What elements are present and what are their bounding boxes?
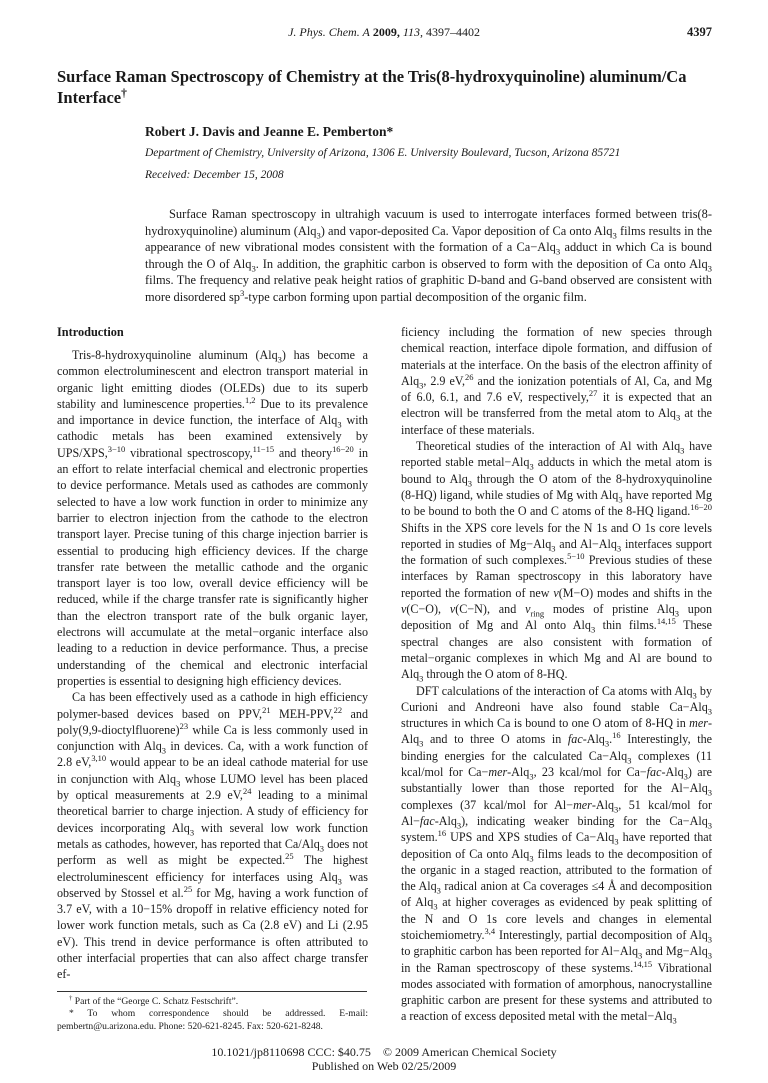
subscript: 3 — [529, 771, 534, 782]
text-run: structures in which Ca is bound to one O atom of 8-HQ in — [401, 716, 690, 731]
subscript: 3 — [618, 494, 623, 505]
superscript: 3 — [239, 287, 245, 298]
text-run: -Alq — [661, 765, 684, 780]
superscript: 26 — [465, 371, 474, 382]
subscript: 3 — [707, 787, 712, 798]
superscript: 16−20 — [332, 443, 354, 454]
subscript: 3 — [683, 771, 688, 782]
text-run: through the O atom of 8-HQ. — [423, 667, 568, 682]
superscript: 25 — [183, 883, 193, 894]
subscript: 3 — [433, 901, 438, 912]
italic-text: ν — [525, 602, 531, 617]
superscript: 27 — [588, 388, 598, 399]
subscript: 3 — [614, 804, 619, 815]
text-run: in devices. Ca, with a work function of 2.8 eV, — [57, 739, 368, 770]
superscript: 16−20 — [690, 502, 712, 513]
subscript: 3 — [316, 229, 321, 240]
title-text: Surface Raman Spectroscopy of Chemistry at the Tris(8-hydroxyquinoline) aluminum/Ca Interface — [57, 67, 687, 107]
subscript: 3 — [551, 543, 556, 554]
subscript: 3 — [707, 262, 712, 273]
text-run: , 51 kcal/mol for Al− — [401, 797, 712, 828]
italic-text: fac — [567, 732, 583, 747]
footnotes — [57, 996, 368, 1034]
subscript: 3 — [319, 843, 325, 854]
text-run: ) are substantially lower than those reported for the Al−Alq — [401, 765, 712, 796]
subscript: 3 — [176, 778, 181, 789]
text-run: ), indicating weaker binding for the Ca−Alq — [461, 813, 708, 828]
text-run: -Alq — [591, 797, 615, 812]
text-run: by Curioni and Andreoni have also found stable Ca−Alq — [401, 683, 712, 714]
received-date: Received: December 15, 2008 — [145, 169, 284, 181]
text-run: and theory — [274, 445, 333, 460]
subscript: 3 — [674, 608, 679, 619]
italic-text: fac — [646, 765, 662, 780]
text-run: Surface Raman spectroscopy in ultrahigh vacuum is used to interrogate interfaces formed between tris(8-hydroxyquinoline) aluminum (Alq — [145, 207, 712, 238]
text-run: . In addition, the graphitic carbon is observed to form with the deposition of Ca onto Alq — [255, 256, 708, 271]
italic-text: mer — [689, 716, 708, 731]
subscript: 3 — [707, 706, 712, 717]
text-run: with cathodic metals has been examined extensively by UPS/XPS, — [57, 413, 369, 460]
text-run: with several low work function metals as cathodes, however, has reported that Ca/Alq — [57, 820, 368, 851]
superscript: 16 — [612, 730, 621, 741]
journal-pages: 4397–4402 — [425, 25, 480, 39]
italic-text: mer — [488, 765, 508, 780]
paper-title — [57, 66, 717, 108]
superscript: 16 — [437, 828, 447, 839]
superscript: 14,15 — [656, 616, 676, 627]
text-run: Part of the “George C. Schatz Festschrift”. — [72, 995, 239, 1007]
subscript: 3 — [680, 445, 685, 456]
text-run: MEH-PPV, — [270, 706, 334, 721]
text-run: adducts in which the metal atom is bound to Alq — [401, 455, 712, 486]
subscript: 3 — [277, 354, 282, 365]
superscript: 23 — [179, 720, 189, 731]
subscript: 3 — [614, 836, 619, 847]
text-run: and Mg−Alq — [642, 944, 708, 959]
copyright: © 2009 American Chemical Society — [382, 1045, 557, 1060]
left-column — [57, 324, 368, 1033]
subscript: 3 — [419, 738, 424, 749]
text-run: in an effort to relate interfacial chemical and electronic properties to device performance. Metals used as cathodes are commonly selected to have a low work function in order to minimize any barrier to electron injection from the cathode to the electron transport layer. Precise tuning of this charge injection barrier is essential to producing high efficiency devices. If the charge transfer rate between the metallic cathode and the organic transport layer is too low, overall device efficiency will be reduced, while if the charge transfer rate is significantly higher than the electron transport rate of the bulk organic layer, electrons will accumulate at the metal−organic interface also leading to a reduction in device performance. Thus, a precise understanding of the chemical and electronic interfacial properties is essential to designing high efficiency devices. — [57, 445, 369, 688]
subscript: 3 — [638, 950, 643, 961]
page-footer — [0, 1045, 768, 1083]
paragraph — [57, 347, 368, 689]
subscript: 3 — [672, 1015, 677, 1026]
section-heading-introduction: Introduction — [57, 325, 124, 339]
page-number: 4397 — [687, 25, 712, 39]
text-run: ) and vapor-deposited Ca. Vapor deposition of Ca onto Alq — [320, 223, 613, 238]
text-run: , 23 kcal/mol for Ca− — [533, 765, 647, 780]
text-run: Shifts in the XPS core levels for the N 1s and O 1s core levels reported in studies of Mg−Alq — [401, 520, 712, 551]
text-run: (C−N), and — [455, 602, 526, 617]
text-run: UPS and XPS studies of Ca−Alq — [446, 830, 615, 845]
italic-text: mer — [573, 797, 592, 812]
text-run: and Al−Alq — [555, 536, 617, 551]
subscript: 3 — [529, 461, 534, 472]
subscript: 3 — [436, 885, 441, 896]
text-run: -type carbon forming upon partial decomposition of the organic film. — [244, 289, 587, 304]
text-run: complexes (37 kcal/mol for Al− — [401, 797, 574, 812]
footnote-block — [57, 983, 368, 1034]
text-run: have reported Mg to be bound to both the O and C atoms of the 8-HQ ligand. — [401, 487, 713, 519]
text-run: Ca has been effectively used as a cathode in high efficiency polymer-based devices based on PPV, — [57, 690, 368, 721]
text-run: -Alq — [434, 813, 457, 828]
text-run: , 2.9 eV, — [423, 373, 466, 388]
text-run: thin films. — [595, 618, 657, 633]
text-run: Interestingly, the binding energies for the calculated Ca−Alq — [401, 732, 713, 763]
text-run: Due to its prevalence and importance in device function, the interface of Alq — [57, 396, 368, 428]
text-run: have reported stable metal−Alq — [401, 439, 712, 470]
text-run: to graphitic carbon has been reported for Al−Alq — [401, 944, 639, 959]
text-run: The highest electroluminescent efficiency for interfaces using Alq — [57, 853, 368, 884]
subscript: 3 — [675, 412, 681, 423]
right-column — [401, 324, 712, 1033]
text-run: Theoretical studies of the interaction of Al with Alq — [416, 439, 681, 454]
italic-text: ν — [553, 585, 559, 600]
text-run: and poly(9,9-dioctylfluorene) — [57, 706, 368, 737]
text-run: films. The frequency and relative peak height ratios of graphitic D-band and G-band observed are consistent with more disordered sp — [145, 273, 712, 304]
text-run: have reported that deposition of Ca onto Alq — [401, 830, 713, 861]
superscript: 25 — [285, 851, 294, 862]
subscript: 3 — [627, 755, 632, 766]
text-run: and to three O atoms in — [423, 732, 568, 747]
text-run: These spectral changes are also consistent with formation of metal−organic complexes in which Mg and Al are bound to Alq — [401, 618, 713, 682]
text-run: leading to a minimal theoretical barrier to charge injection. A study of efficiency for devices incorporating Alq — [57, 788, 368, 835]
text-run: vibrational spectroscopy, — [125, 445, 253, 460]
text-run: -Alq — [401, 716, 712, 747]
paragraph — [57, 689, 368, 982]
subscript: 3 — [337, 875, 342, 886]
subscript: ring — [530, 608, 545, 619]
authors: Robert J. Davis and Jeanne E. Pemberton* — [145, 124, 394, 139]
italic-text: ν — [401, 602, 407, 617]
subscript: 3 — [590, 624, 596, 635]
paragraph — [401, 683, 712, 1025]
two-column-body — [57, 324, 712, 1033]
journal-year: 2009, — [372, 25, 400, 39]
italic-text: ν — [449, 602, 456, 617]
superscript: 3,10 — [91, 753, 107, 764]
text-run: Vibrational modes associated with formation of amorphous, nanocrystalline graphitic carbon are present for these systems and attributed to a reaction of excess deposited metal with the metal−Alq — [401, 960, 712, 1024]
superscript: 3−10 — [107, 443, 126, 454]
text-run: through the O atom of the 8-hydroxyquinoline (8-HQ) ligand, while studies of Mg with Alq — [401, 471, 712, 502]
subscript: 3 — [555, 246, 561, 257]
paragraph — [401, 324, 712, 438]
text-run: . — [609, 732, 613, 747]
text-run: whose LUMO level has been placed by optical measurements at 2.9 eV, — [57, 771, 368, 803]
text-run: at the interface of these materials. — [401, 406, 712, 437]
subscript: 3 — [161, 745, 166, 756]
text-run: modes of pristine Alq — [544, 602, 675, 617]
superscript: 22 — [333, 704, 343, 715]
text-run: DFT calculations of the interaction of Ca atoms with Alq — [416, 683, 693, 698]
subscript: 3 — [419, 380, 424, 391]
text-run: ficiency including the formation of new species through chemical reaction, interface dipole formation, and diffusion of materials at the interface. On the basis of the electron affinity of Alq — [401, 325, 712, 388]
published-date: Published on Web 02/25/2009 — [311, 1059, 457, 1074]
running-header — [0, 25, 768, 40]
text-run: radical anion at Ca coverages ≤4 Å and decomposition of Alq — [401, 879, 712, 910]
footnote — [57, 996, 368, 1009]
journal-volume: 113, — [402, 25, 423, 39]
affiliation: Department of Chemistry, University of Arizona, 1306 E. University Boulevard, Tucson, Arizona 85721 — [145, 147, 621, 159]
superscript: 24 — [242, 785, 252, 796]
subscript: 3 — [456, 820, 462, 831]
text-run: while Ca is less commonly used in conjunction with Alq — [57, 722, 368, 754]
text-run: -Alq — [507, 765, 530, 780]
superscript: 14,15 — [633, 958, 653, 969]
subscript: 3 — [616, 543, 622, 554]
text-run: at higher coverages as evidenced by peak splitting of the N and O 1s core levels and changes in elemental stoichemiometry. — [401, 895, 713, 942]
subscript: 3 — [419, 673, 424, 684]
text-run: adduct in which Ca is bound through the O of Alq — [145, 240, 712, 271]
italic-text: fac — [419, 813, 435, 828]
superscript: 3,4 — [484, 925, 496, 936]
text-run: ) has become a common electroluminescent and electron transport material in organic light emitting diodes (OLEDs) due to its superb stability and luminescence properties. — [57, 348, 368, 411]
text-run: does not perform as well as might be expected. — [57, 836, 368, 868]
superscript: † — [69, 994, 73, 1002]
subscript: 3 — [337, 419, 342, 430]
text-run: complexes (11 kcal/mol for Ca− — [401, 748, 713, 780]
subscript: 3 — [707, 820, 712, 831]
text-run: (M−O) modes and shifts in the — [558, 585, 712, 600]
footnote-divider — [57, 991, 367, 992]
subscript: 3 — [707, 934, 712, 945]
superscript: 11−15 — [252, 443, 275, 454]
abstract — [145, 206, 712, 305]
subscript: 3 — [467, 478, 472, 489]
subscript: 3 — [529, 852, 534, 863]
superscript: 21 — [262, 704, 271, 715]
superscript: 5−10 — [567, 551, 585, 562]
subscript: 3 — [251, 262, 256, 273]
text-run: Previous studies of these interfaces by Raman spectroscopy in this laboratory have reported the formation of new — [401, 553, 712, 600]
text-run: Interestingly, partial decomposition of Alq — [495, 927, 708, 942]
text-run: upon deposition of Mg and Al onto Alq — [401, 602, 712, 633]
doi-price: 10.1021/jp8110698 CCC: $40.75 — [211, 1045, 371, 1060]
paragraph — [401, 438, 712, 682]
text-run: system. — [401, 830, 438, 845]
title-footnote-mark: † — [121, 87, 127, 100]
text-run: films results in the appearance of new vibrational modes consistent with the formation of a Ca−Alq — [145, 223, 712, 254]
subscript: 3 — [692, 689, 697, 700]
text-run: and the ionization potentials of Al, Ca, and Mg of 6.0, 6.1, and 7.6 eV, respectively, — [401, 373, 712, 405]
text-run: films leads to the decomposition of the organic in a staged reaction, attributed to the formation of the Alq — [401, 846, 712, 894]
subscript: 3 — [707, 950, 712, 961]
journal-name: J. Phys. Chem. A — [288, 25, 370, 39]
text-run: it is expected that an electron will be transferred from the metal atom to Alq — [401, 390, 712, 421]
text-run: was observed by Stossel et al. — [57, 869, 368, 900]
subscript: 3 — [189, 827, 195, 838]
text-run: would appear to be an ideal cathode material for use in conjunction with Alq — [57, 755, 368, 786]
text-run: * To whom correspondence should be addressed. E-mail: pembertn@u.arizona.edu. Phone: 520-621-8245. Fax: 520-621-8248. — [57, 1008, 368, 1032]
subscript: 3 — [604, 738, 610, 749]
text-run: -Alq — [582, 732, 605, 747]
text-run: interfaces support the formation of such complexes. — [401, 536, 712, 568]
text-run: in the Raman spectroscopy of these systems. — [401, 960, 634, 975]
text-run: for Mg, having a work function of 3.7 eV, with a 10−15% dropoff in relative efficiency noted for lower work function metals, such as Ca (2.8 eV) and Li (2.95 eV). This trend in device performance is often attributed to other interfacial properties that can also affect charge transfer ef- — [57, 885, 368, 982]
superscript: 1,2 — [244, 394, 256, 405]
text-run: (C−O), — [406, 602, 450, 617]
text-run: Tris-8-hydroxyquinoline aluminum (Alq — [72, 348, 278, 362]
subscript: 3 — [612, 229, 617, 240]
footnote-correspondence — [57, 1008, 368, 1033]
